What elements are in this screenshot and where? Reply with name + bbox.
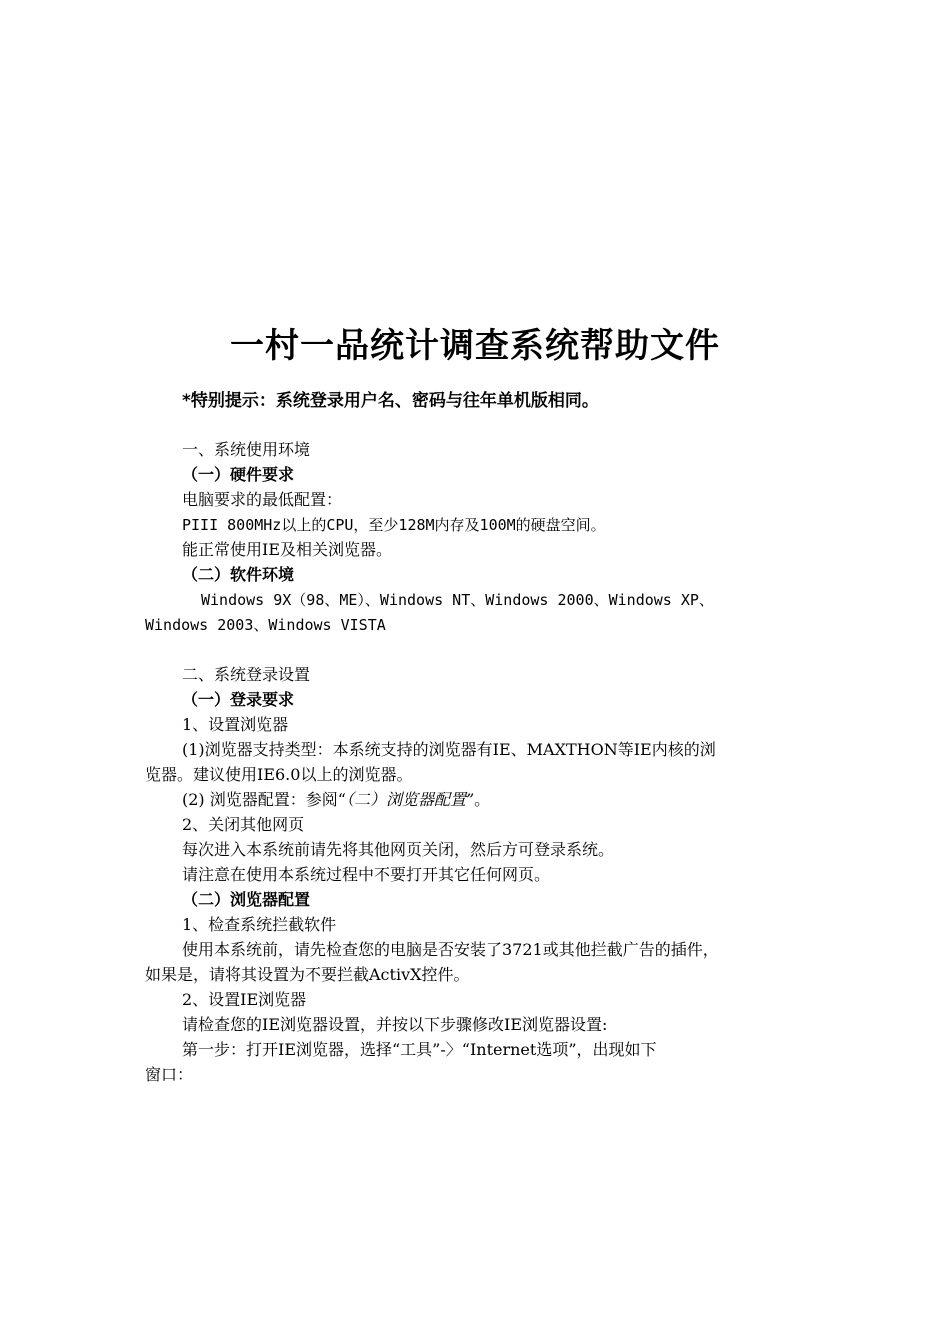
- login-requirements-heading: （一）登录要求: [182, 690, 295, 709]
- paragraph: 请注意在使用本系统过程中不要打开其它任何网页。: [182, 865, 551, 884]
- hardware-text: 电脑要求的最低配置：: [182, 490, 343, 509]
- paragraph: 览器。建议使用IE6.0以上的浏览器。: [145, 765, 413, 784]
- section-1-heading: 一、系统使用环境: [182, 440, 311, 459]
- hardware-heading: （一）硬件要求: [182, 465, 295, 484]
- paragraph: (1)浏览器支持类型：本系统支持的浏览器有IE、MAXTHON等IE内核的浏: [182, 740, 716, 759]
- paragraph: 1、检查系统拦截软件: [182, 915, 337, 934]
- software-text: Windows 2003、Windows VISTA: [145, 616, 386, 634]
- software-heading: （二）软件环境: [182, 565, 295, 584]
- hardware-text: 能正常使用IE及相关浏览器。: [182, 540, 393, 559]
- paragraph: 2、关闭其他网页: [182, 815, 305, 834]
- hardware-text: PIII 800MHz以上的CPU，至少128M内存及100M的硬盘空间。: [182, 516, 606, 534]
- paragraph: 第一步：打开IE浏览器，选择“工具”-〉“Internet选项”，出现如下: [182, 1040, 657, 1059]
- paragraph: 窗口：: [145, 1065, 194, 1084]
- paragraph: 每次进入本系统前请先将其他网页关闭，然后方可登录系统。: [182, 840, 615, 859]
- paragraph: 2、设置IE浏览器: [182, 990, 307, 1009]
- paragraph: 如果是，请将其设置为不要拦截ActivX控件。: [145, 965, 470, 984]
- paragraph: 请检查您的IE浏览器设置，并按以下步骤修改IE浏览器设置:: [182, 1015, 608, 1034]
- paragraph-prefix: (2) 浏览器配置：参阅“: [182, 790, 346, 809]
- cross-reference: （二）浏览器配置”: [345, 790, 475, 809]
- document-title: 一村一品统计调查系统帮助文件: [230, 326, 720, 366]
- special-notice: *特别提示：系统登录用户名、密码与往年单机版相同。: [182, 391, 599, 411]
- browser-config-heading: （二）浏览器配置: [182, 890, 311, 909]
- section-2-heading: 二、系统登录设置: [182, 665, 311, 684]
- paragraph: 使用本系统前，请先检查您的电脑是否安装了3721或其他拦截广告的插件，: [182, 940, 719, 959]
- paragraph: 1、设置浏览器: [182, 715, 289, 734]
- software-text: Windows 9X（98、ME）、Windows NT、Windows 2000、Windows XP、: [201, 591, 714, 609]
- paragraph-suffix: 。: [474, 790, 491, 809]
- paragraph: [182, 789, 490, 811]
